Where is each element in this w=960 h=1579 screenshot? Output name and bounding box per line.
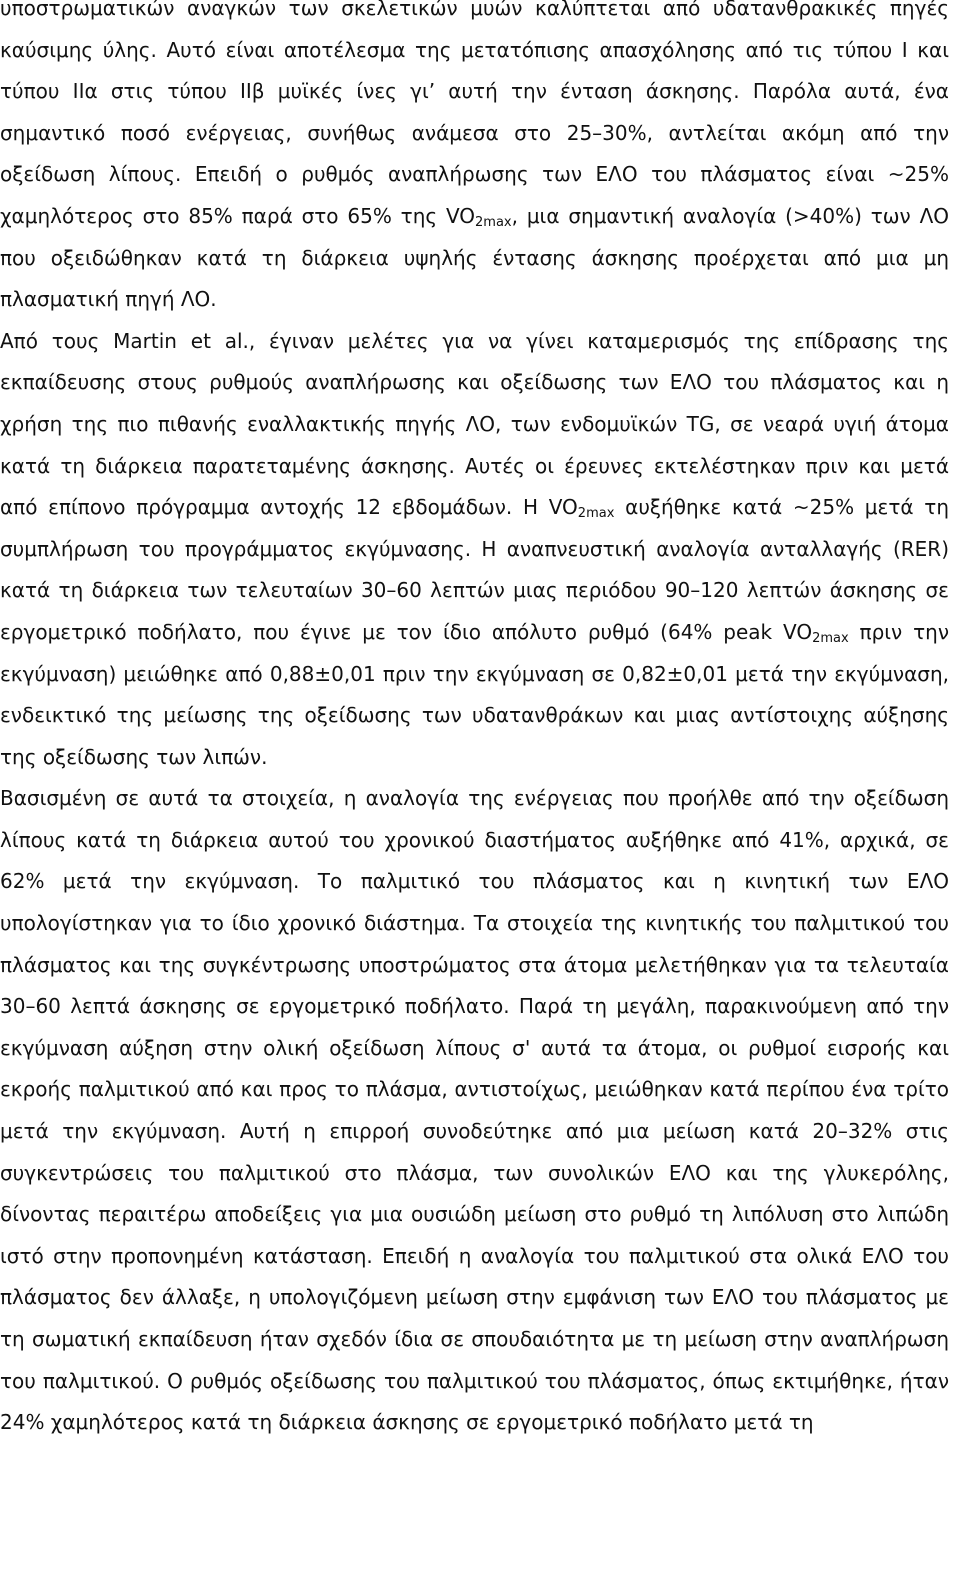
paragraph-text: , μια σημαντική αναλογία (>40%) των ΛΟ που οξειδώθηκαν κατά τη διάρκεια υψηλής έντασης άσκησης προέρχεται από μια μη πλασματική πηγή ΛΟ. <box>0 203 949 312</box>
subscript-2max: 2max <box>812 630 849 646</box>
paragraph-text: πριν την εκγύμναση) μειώθηκε από 0,88±0,01 πριν την εκγύμναση σε 0,82±0,01 μετά την εκγύμναση, ενδεικτικό της μείωσης της οξείδωσης των υδατανθράκων και μιας αντίστοιχης αύξησης της οξείδωσης των λιπών. <box>0 619 949 769</box>
paragraph-text: Από τους Martin et al., έγιναν μελέτες για να γίνει καταμερισμός της επίδρασης της εκπαίδευσης στους ρυθμούς αναπλήρωσης και οξείδωσης των ΕΛΟ του πλάσματος και η χρήση της πιο πιθανής εναλλακτικής πηγής ΛΟ, των ενδομυϊκών TG, σε νεαρά υγιή άτομα κατά τη διάρκεια παρατεταμένης άσκησης. Αυτές οι έρευνες εκτελέστηκαν πριν και μετά από επίπονο πρόγραμμα αντοχής 12 εβδομάδων. Η VO <box>0 328 949 520</box>
paragraph-fat-oxidation <box>0 778 949 1444</box>
paragraph-continuation <box>0 0 949 321</box>
subscript-2max: 2max <box>475 214 512 230</box>
paragraph-martin-study <box>0 321 949 779</box>
subscript-2max: 2max <box>577 506 615 522</box>
paragraph-text: Βασισμένη σε αυτά τα στοιχεία, η αναλογία της ενέργειας που προήλθε από την οξείδωση λίπους κατά τη διάρκεια αυτού του χρονικού διαστήματος αυξήθηκε από 41%, αρχικά, σε 62% μετά την εκγύμναση. Το παλμιτικό του πλάσματος και η κινητική των ΕΛΟ υπολογίστηκαν για το ίδιο χρονικό διάστημα. Τα στοιχεία της κινητικής του παλμιτικού του πλάσματος και της συγκέντρωσης υποστρώματος στα άτομα μελετήθηκαν για τα τελευταία 30–60 λεπτά άσκησης σε εργομετρικό ποδήλατο. Παρά τη μεγάλη, παρακινούμενη από την εκγύμναση αύξηση στην ολική οξείδωση λίπους σ' αυτά τα άτομα, οι ρυθμοί εισροής και εκροής παλμιτικού από και προς το πλάσμα, αντιστοίχως, μειώθηκαν κατά περίπου ένα τρίτο μετά την εκγύμναση. Αυτή η επιρροή συνοδεύτηκε από μια μείωση κατά 20–32% στις συγκεντρώσεις του παλμιτικού στο πλάσμα, των συνολικών ΕΛΟ και της γλυκερόλης, δίνοντας περαιτέρω αποδείξεις για μια ουσιώδη μείωση στο ρυθμό τη λιπόλυση στο λιπώδη ιστό στην προπονημένη κατάσταση. Επειδή η αναλογία του παλμιτικού στα ολικά ΕΛΟ του πλάσματος δεν άλλαξε, η υπολογιζόμενη μείωση στην εμφάνιση των ΕΛΟ του πλάσματος με τη σωματική εκπαίδευση ήταν σχεδόν ίδια σε σπουδαιότητα με τη μείωση στην αναπλήρωση του παλμιτικού. Ο ρυθμός οξείδωσης του παλμιτικού του πλάσματος, όπως εκτιμήθηκε, ήταν 24% χαμηλότερος κατά τη διάρκεια άσκησης σε εργομετρικό ποδήλατο μετά τη <box>0 786 949 1435</box>
paragraph-text: υποστρωματικών αναγκών των σκελετικών μυών καλύπτεται από υδατανθρακικές πηγές καύσιμης ύλης. Αυτό είναι αποτέλεσμα της μετατόπισης απασχόλησης από τις τύπου Ι και τύπου ΙΙα στις τύπου ΙΙβ μυϊκές ίνες γι’ αυτή την ένταση άσκησης. Παρόλα αυτά, ένα σημαντικό ποσό ενέργειας, συνήθως ανάμεσα στο 25–30%, αντλείται ακόμη από την οξείδωση λίπους. Επειδή ο ρυθμός αναπλήρωσης των ΕΛΟ του πλάσματος είναι ~25% χαμηλότερος στο 85% παρά στο 65% της VO <box>0 0 949 228</box>
paragraph-text: αυξήθηκε κατά ~25% μετά τη συμπλήρωση του προγράμματος εκγύμνασης. Η αναπνευστική αναλογία ανταλλαγής (RER) κατά τη διάρκεια των τελευταίων 30–60 λεπτών μιας περιόδου 90–120 λεπτών άσκησης σε εργομετρικό ποδήλατο, που έγινε με τον ίδιο απόλυτο ρυθμό (64% peak VO <box>0 495 950 644</box>
